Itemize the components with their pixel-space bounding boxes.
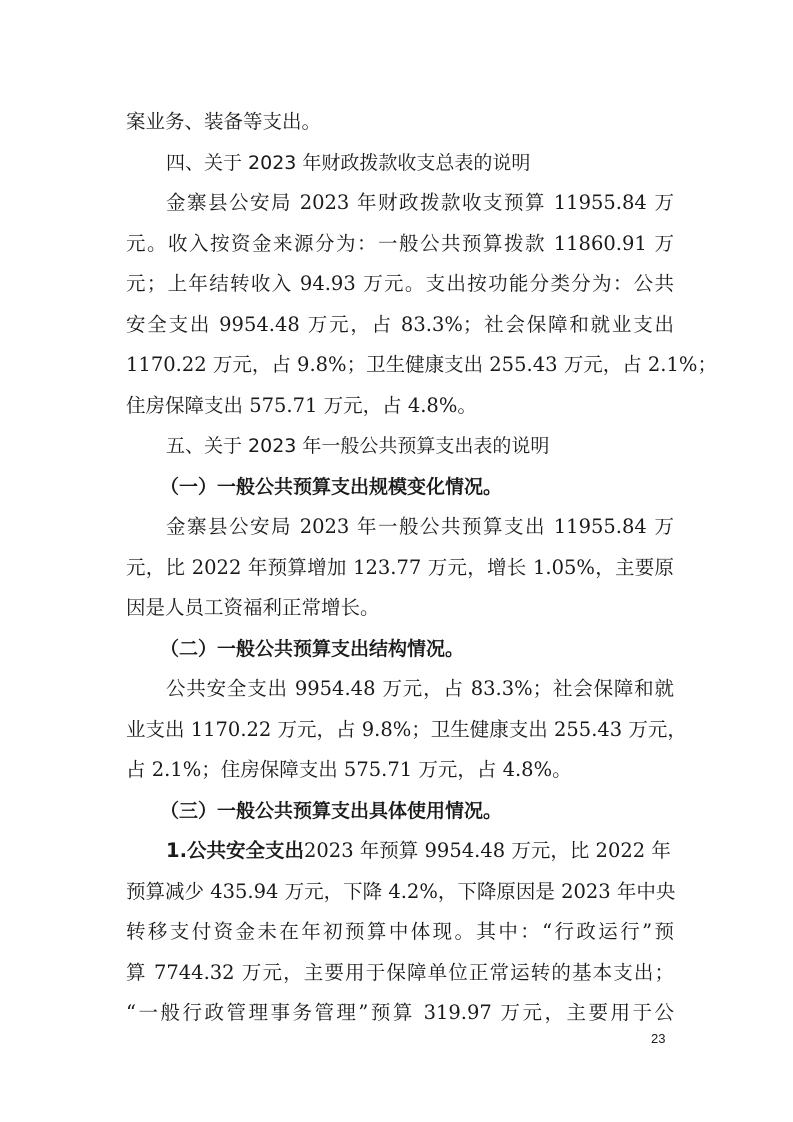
body-text-line: 住房保障支出 575.71 万元，占 4.8%。 — [126, 394, 477, 417]
body-text-line: 案业务、装备等支出。 — [126, 110, 322, 133]
body-text-line: 金寨县公安局 2023 年财政拨款收支预算 11955.84 万 — [166, 191, 674, 214]
body-text-line: 元。收入按资金来源分为：一般公共预算拨款 11860.91 万 — [126, 232, 674, 255]
page-number: 23 — [651, 1031, 666, 1046]
body-text-line: 金寨县公安局 2023 年一般公共预算支出 11955.84 万 — [166, 515, 674, 538]
body-text-line: 元，比 2022 年预算增加 123.77 万元，增长 1.05%，主要原 — [126, 556, 674, 579]
body-text-line: 1170.22 万元，占 9.8%；卫生健康支出 255.43 万元，占 2.1%； — [126, 353, 717, 376]
body-text-line — [166, 837, 674, 865]
section-heading: 四、关于 2023 年财政拨款收支总表的说明 — [166, 152, 531, 174]
body-text-line: 占 2.1%；住房保障支出 575.71 万元，占 4.8%。 — [126, 758, 572, 781]
subsection-heading: （三）一般公共预算支出具体使用情况。 — [160, 800, 503, 822]
body-text-line: 业支出 1170.22 万元，占 9.8%；卫生健康支出 255.43 万元， — [126, 718, 687, 741]
body-text-line: “一般行政管理事务管理”预算 319.97 万元，主要用于公 — [126, 1001, 674, 1024]
item-label: 1.公共安全支出 — [166, 839, 304, 862]
item-text: 2023 年预算 9954.48 万元，比 2022 年 — [303, 839, 671, 862]
body-text-line: 算 7744.32 万元，主要用于保障单位正常运转的基本支出； — [126, 961, 674, 984]
body-text-line: 元；上年结转收入 94.93 万元。支出按功能分类分为：公共 — [126, 272, 674, 295]
body-text-line: 公共安全支出 9954.48 万元，占 83.3%；社会保障和就 — [166, 677, 674, 700]
subsection-heading: （二）一般公共预算支出结构情况。 — [160, 638, 465, 660]
body-text-line: 转移支付资金未在年初预算中体现。其中：“行政运行”预 — [126, 920, 674, 943]
subsection-heading: （一）一般公共预算支出规模变化情况。 — [160, 476, 503, 498]
body-text-line: 预算减少 435.94 万元，下降 4.2%，下降原因是 2023 年中央 — [126, 880, 676, 903]
body-text-line: 安全支出 9954.48 万元，占 83.3%；社会保障和就业支出 — [126, 313, 674, 336]
body-text-line: 因是人员工资福利正常增长。 — [126, 596, 380, 619]
section-heading: 五、关于 2023 年一般公共预算支出表的说明 — [166, 435, 550, 457]
